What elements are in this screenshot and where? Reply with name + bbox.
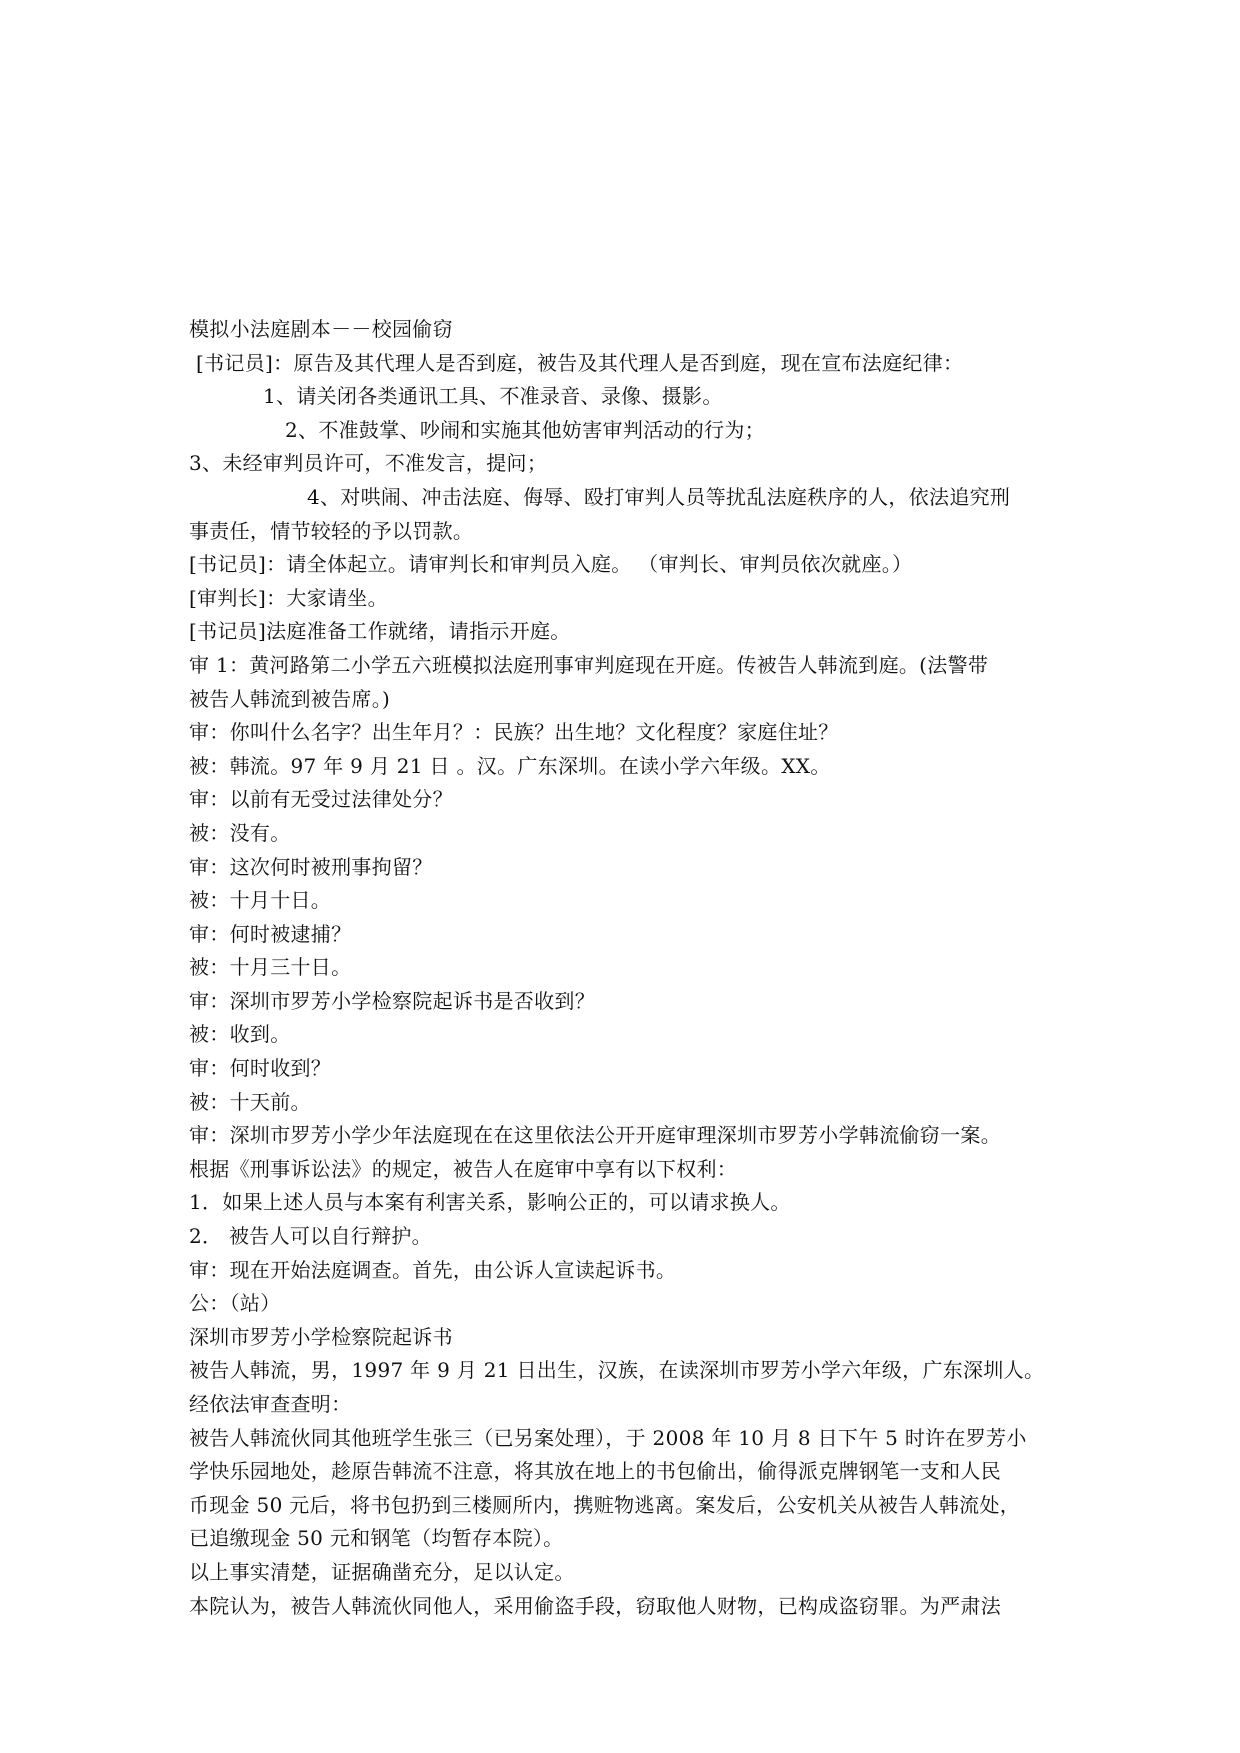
text-line: 审：深圳市罗芳小学检察院起诉书是否收到？	[189, 988, 595, 1013]
text-line: 被：收到。	[189, 1022, 291, 1047]
text-line: 深圳市罗芳小学检察院起诉书	[189, 1324, 453, 1349]
text-line: 被：没有。	[189, 820, 291, 845]
text-line: 审：何时收到？	[189, 1056, 332, 1081]
text-line: [书记员]：请全体起立。请审判长和审判员入庭。 （审判长、审判员依次就座。）	[189, 552, 913, 577]
text-line: 被：十月三十日。	[189, 955, 352, 980]
text-line: 审：这次何时被刑事拘留？	[189, 854, 433, 879]
text-line: 经依法审查查明：	[189, 1392, 352, 1416]
text-line: 1．如果上述人员与本案有利害关系，影响公正的，可以请求换人。	[189, 1190, 791, 1215]
document-body	[189, 313, 1059, 1623]
text-line: 本院认为，被告人韩流伙同他人，采用偷盗手段，窃取他人财物，已构成盗窃罪。为严肃法	[189, 1593, 1001, 1618]
text-line: 审 1：黄河路第二小学五六班模拟法庭刑事审判庭现在开庭。传被告人韩流到庭。(法警带	[189, 652, 989, 677]
text-line: 被：十天前。	[189, 1089, 311, 1114]
text-line: 审：以前有无受过法律处分？	[189, 787, 453, 812]
text-line: 事责任，情节较轻的予以罚款。	[189, 518, 474, 543]
text-line: 以上事实清楚，证据确凿充分，足以认定。	[189, 1559, 575, 1584]
text-line: 审：你叫什么名字？出生年月？：民族？出生地？文化程度？家庭住址？	[189, 720, 839, 745]
text-line: 审：深圳市罗芳小学少年法庭现在在这里依法公开开庭审理深圳市罗芳小学韩流偷窃一案。	[189, 1123, 1001, 1148]
text-line: 学快乐园地处，趁原告韩流不注意，将其放在地上的书包偷出，偷得派克牌钢笔一支和人民	[189, 1459, 1001, 1484]
text-line: 3、未经审判员许可，不准发言，提问；	[189, 451, 548, 476]
text-line: 被告人韩流到被告席。)	[189, 686, 391, 711]
text-line: 已追缴现金 50 元和钢笔（均暂存本院）。	[189, 1526, 564, 1551]
text-line: [审判长]：大家请坐。	[189, 585, 388, 610]
document-title: 模拟小法庭剧本－－校园偷窃	[189, 317, 453, 341]
text-line: 4、对哄闹、冲击法庭、侮辱、殴打审判人员等扰乱法庭秩序的人，依法追究刑	[307, 484, 1011, 509]
text-line: 1、请关闭各类通讯工具、不准录音、录像、摄影。	[263, 384, 723, 409]
text-line: 公：（站）	[189, 1291, 281, 1316]
text-line: 被告人韩流，男，1997 年 9 月 21 日出生，汉族，在读深圳市罗芳小学六年级，广东深圳人。	[189, 1358, 1045, 1383]
text-line: 2、不准鼓掌、吵闹和实施其他妨害审判活动的行为；	[285, 417, 765, 442]
text-line: 审：何时被逮捕？	[189, 921, 352, 946]
text-line: 被：韩流。97 年 9 月 21 日 。汉。广东深圳。在读小学六年级。XX。	[189, 753, 831, 778]
text-line: [书记员]法庭准备工作就绪，请指示开庭。	[189, 619, 571, 644]
text-line: [书记员]：原告及其代理人是否到庭，被告及其代理人是否到庭，现在宣布法庭纪律：	[196, 350, 964, 375]
text-line: 币现金 50 元后，将书包扔到三楼厕所内，携赃物逃离。案发后，公安机关从被告人韩流处，	[189, 1492, 1021, 1517]
text-line: 审：现在开始法庭调查。首先，由公诉人宣读起诉书。	[189, 1257, 677, 1282]
text-line: 被告人韩流伙同其他班学生张三（已另案处理），于 2008 年 10 月 8 日下午 5 时许在罗芳小	[189, 1425, 1027, 1450]
text-line: 根据《刑事诉讼法》的规定，被告人在庭审中享有以下权利：	[189, 1156, 738, 1181]
text-line: 2． 被告人可以自行辩护。	[189, 1224, 432, 1249]
text-line: 被：十月十日。	[189, 888, 332, 913]
